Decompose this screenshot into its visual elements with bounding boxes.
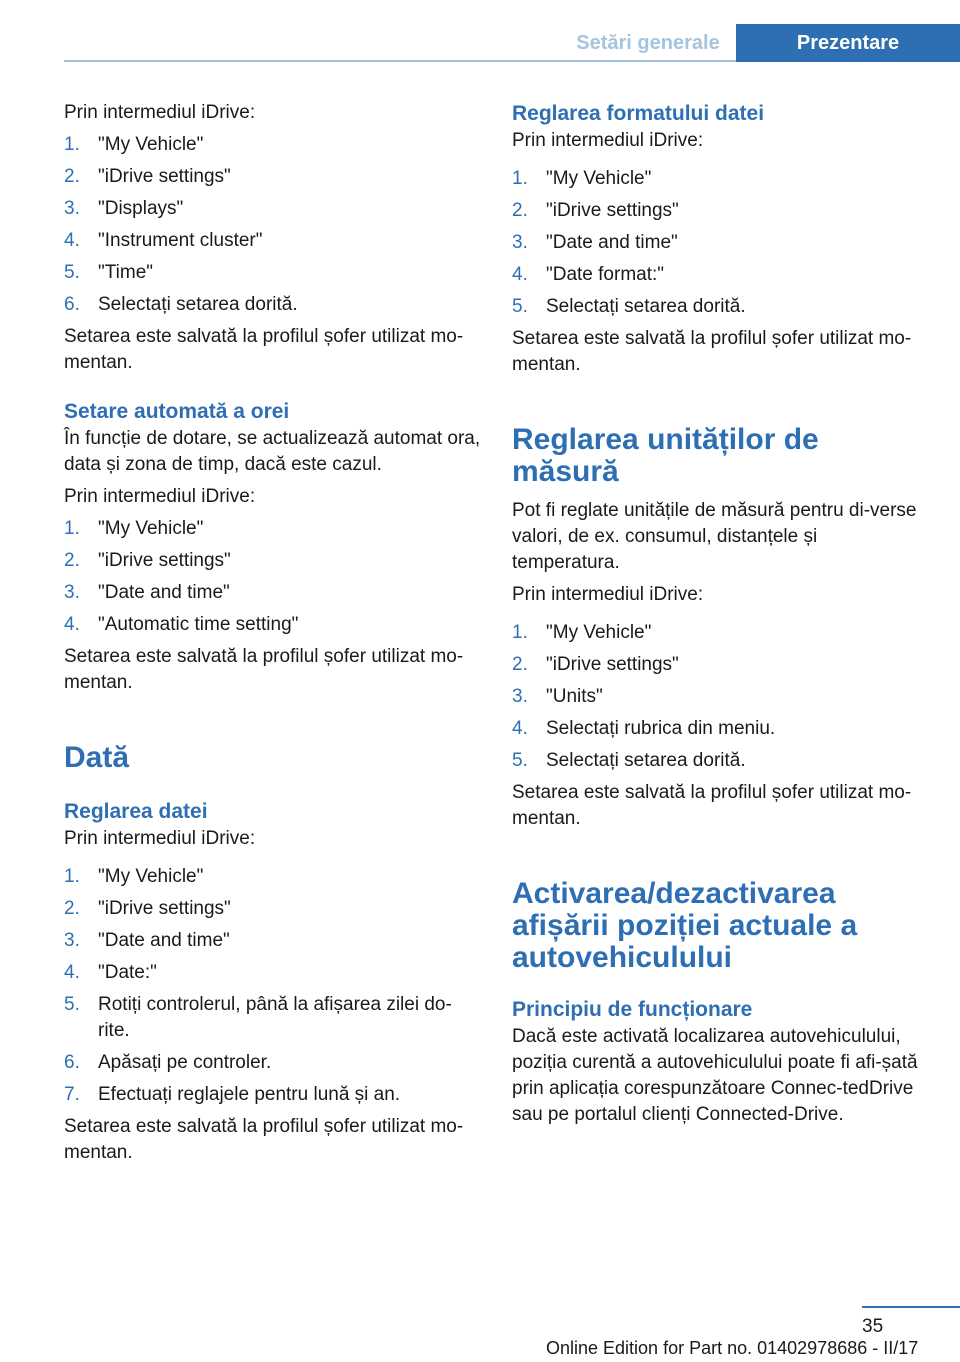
list-number: 2.	[64, 898, 80, 919]
list-number: 5.	[512, 296, 528, 317]
list-item	[64, 164, 482, 190]
footer-divider	[862, 1306, 960, 1308]
list-item-text: Rotiți controlerul, până la afișarea zilei do-rite.	[98, 994, 452, 1041]
list-item	[512, 620, 930, 646]
list-item-text: "iDrive settings"	[546, 200, 679, 221]
list-number: 7.	[64, 1084, 80, 1105]
list-item-text: Selectați setarea dorită.	[546, 750, 746, 771]
list-number: 2.	[64, 166, 80, 187]
list-number: 2.	[512, 200, 528, 221]
section-heading-date-format: Reglarea formatului datei	[512, 102, 765, 125]
steps-list	[512, 620, 930, 774]
list-item-text: "Date:"	[98, 962, 157, 983]
list-item	[64, 864, 482, 890]
tab-prezentare[interactable]: Prezentare	[736, 24, 960, 62]
list-number: 4.	[512, 264, 528, 285]
list-number: 1.	[64, 866, 80, 887]
section-heading-reglare-data: Reglarea datei	[64, 800, 208, 823]
right-column	[512, 100, 930, 1128]
list-number: 2.	[512, 654, 528, 675]
section-heading-position: Activarea/dezactivarea afișării poziției actuale a autovehiculului	[512, 877, 858, 974]
list-item-text: "Date and time"	[98, 930, 230, 951]
list-item	[512, 684, 930, 710]
list-item	[64, 132, 482, 158]
list-item	[512, 748, 930, 774]
steps-list	[512, 166, 930, 320]
list-item-text: "Automatic time setting"	[98, 614, 299, 635]
list-number: 5.	[512, 750, 528, 771]
list-item	[512, 294, 930, 320]
list-item-text: "Date format:"	[546, 264, 665, 285]
list-item	[64, 1050, 482, 1076]
intro-text: Prin intermediul iDrive:	[512, 584, 704, 605]
list-item-text: "My Vehicle"	[546, 622, 652, 643]
list-number: 5.	[64, 994, 80, 1015]
list-number: 3.	[512, 686, 528, 707]
list-item	[64, 928, 482, 954]
list-item-text: "My Vehicle"	[98, 134, 204, 155]
saved-note: Setarea este salvată la profilul șofer utilizat mo-mentan.	[512, 328, 912, 375]
page-number: 35	[862, 1316, 884, 1337]
saved-note: Setarea este salvată la profilul șofer utilizat mo-mentan.	[64, 1116, 464, 1163]
units-text: Pot fi reglate unitățile de măsură pentru di-verse valori, de ex. consumul, distanțele și temperatura.	[512, 500, 917, 573]
list-item	[64, 1082, 482, 1108]
list-number: 4.	[64, 614, 80, 635]
list-number: 3.	[512, 232, 528, 253]
intro-text: Prin intermediul iDrive:	[512, 130, 704, 151]
list-item	[64, 260, 482, 286]
steps-list	[64, 132, 482, 318]
list-item	[512, 230, 930, 256]
list-item	[64, 516, 482, 542]
list-item	[64, 960, 482, 986]
list-item	[64, 896, 482, 922]
list-item	[512, 716, 930, 742]
intro-text: Prin intermediul iDrive:	[64, 828, 256, 849]
list-number: 3.	[64, 198, 80, 219]
left-column	[64, 100, 482, 1166]
list-number: 6.	[64, 1052, 80, 1073]
list-item	[512, 198, 930, 224]
steps-list	[64, 864, 482, 1108]
list-item-text: "My Vehicle"	[546, 168, 652, 189]
section-heading-principiu: Principiu de funcționare	[512, 998, 753, 1021]
list-number: 1.	[64, 134, 80, 155]
list-item-text: "Date and time"	[98, 582, 230, 603]
list-number: 2.	[64, 550, 80, 571]
tab-setari-generale[interactable]: Setări generale	[576, 32, 720, 54]
list-item-text: "iDrive settings"	[546, 654, 679, 675]
list-item-text: "My Vehicle"	[98, 518, 204, 539]
list-number: 6.	[64, 294, 80, 315]
list-item-text: Efectuați reglajele pentru lună și an.	[98, 1084, 401, 1105]
list-item-text: "Time"	[98, 262, 154, 283]
list-item	[64, 612, 482, 638]
list-number: 1.	[512, 168, 528, 189]
section-heading-data: Dată	[64, 741, 130, 774]
edition-text: Online Edition for Part no. 01402978686 - II/17	[546, 1338, 919, 1358]
list-number: 4.	[64, 230, 80, 251]
list-item-text: "Units"	[546, 686, 603, 707]
list-item	[64, 292, 482, 318]
list-item	[512, 652, 930, 678]
list-item-text: "Displays"	[98, 198, 184, 219]
saved-note: Setarea este salvată la profilul șofer utilizat mo-mentan.	[64, 646, 464, 693]
list-number: 1.	[512, 622, 528, 643]
steps-list	[64, 516, 482, 638]
list-number: 1.	[64, 518, 80, 539]
list-item	[64, 196, 482, 222]
list-number: 4.	[512, 718, 528, 739]
list-item	[64, 228, 482, 254]
list-item-text: "My Vehicle"	[98, 866, 204, 887]
list-item-text: Selectați setarea dorită.	[546, 296, 746, 317]
section-heading-units: Reglarea unităților de măsură	[512, 423, 819, 488]
auto-time-text: În funcție de dotare, se actualizează automat ora, data și zona de timp, dacă este cazul.	[64, 428, 481, 475]
list-item-text: "iDrive settings"	[98, 166, 231, 187]
list-number: 4.	[64, 962, 80, 983]
saved-note: Setarea este salvată la profilul șofer utilizat mo-mentan.	[64, 326, 464, 373]
saved-note: Setarea este salvată la profilul șofer utilizat mo-mentan.	[512, 782, 912, 829]
list-item	[64, 548, 482, 574]
list-item	[64, 580, 482, 606]
list-item-text: "Date and time"	[546, 232, 678, 253]
list-item-text: Selectați rubrica din meniu.	[546, 718, 776, 739]
list-item-text: Selectați setarea dorită.	[98, 294, 298, 315]
list-item-text: Apăsați pe controler.	[98, 1052, 272, 1073]
list-number: 3.	[64, 930, 80, 951]
principiu-text: Dacă este activată localizarea autovehiculului, poziția curentă a autovehiculului poate fi afi-șată prin aplicația corespunzătoare Connec-tedDrive sau pe portalul clienți Connected-Drive.	[512, 1026, 918, 1125]
list-item-text: "iDrive settings"	[98, 898, 231, 919]
list-number: 5.	[64, 262, 80, 283]
list-item-text: "iDrive settings"	[98, 550, 231, 571]
section-heading-auto-time: Setare automată a orei	[64, 400, 290, 423]
list-item-text: "Instrument cluster"	[98, 230, 263, 251]
list-item	[512, 262, 930, 288]
list-number: 3.	[64, 582, 80, 603]
list-item	[64, 992, 482, 1044]
list-item	[512, 166, 930, 192]
intro-text: Prin intermediul iDrive:	[64, 486, 256, 507]
intro-text: Prin intermediul iDrive:	[64, 102, 256, 123]
